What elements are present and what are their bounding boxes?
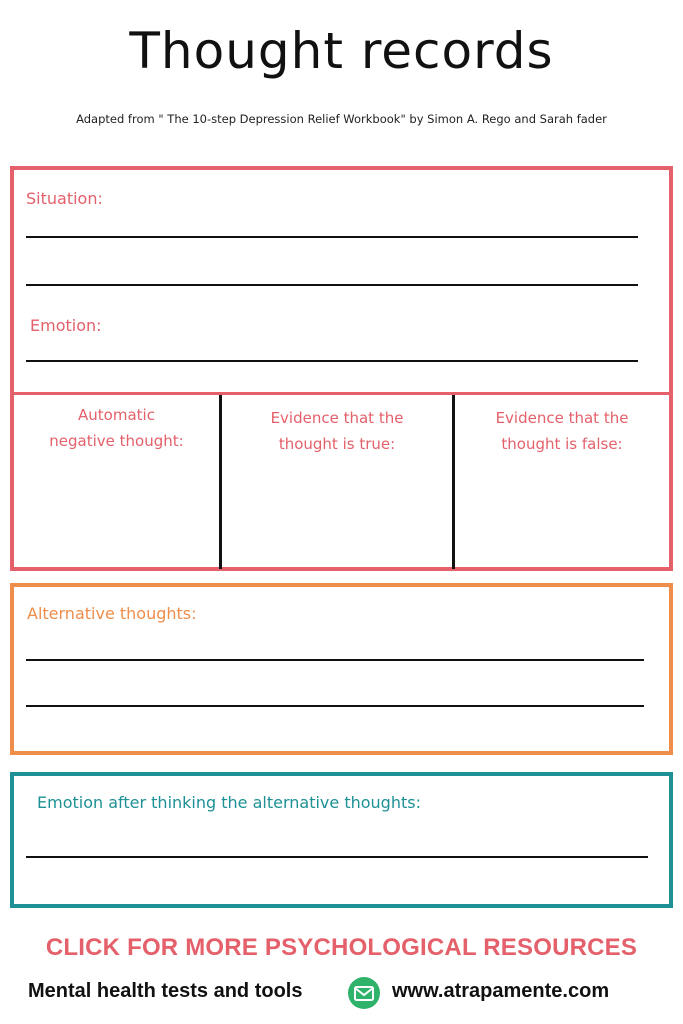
envelope-check-icon (347, 976, 381, 1010)
automatic-thought-label-line2: negative thought: (49, 432, 184, 450)
evidence-false-label (455, 405, 669, 457)
situation-line-1 (26, 236, 638, 238)
page-subtitle: Adapted from " The 10-step Depression Relief Workbook" by Simon A. Rego and Sarah fader (76, 112, 607, 126)
alternative-line-1 (26, 659, 644, 661)
alternative-thoughts-label: Alternative thoughts: (27, 604, 197, 623)
situation-line-2 (26, 284, 638, 286)
situation-emotion-box (10, 166, 673, 571)
evidence-true-label-line1: Evidence that the (270, 409, 404, 427)
website-link[interactable]: www.atrapamente.com (392, 980, 610, 1002)
emotion-after-line (26, 856, 648, 858)
emotion-label: Emotion: (30, 316, 102, 335)
more-resources-link[interactable]: CLICK FOR MORE PSYCHOLOGICAL RESOURCES (45, 934, 638, 961)
red-box-divider (10, 392, 673, 395)
emotion-after-label: Emotion after thinking the alternative thoughts: (37, 793, 421, 812)
situation-label: Situation: (26, 189, 103, 208)
automatic-thought-label (14, 402, 219, 454)
automatic-thought-label-line1: Automatic (78, 406, 155, 424)
page-title: Thought records (129, 22, 554, 80)
emotion-line (26, 360, 638, 362)
evidence-true-label (222, 405, 452, 457)
evidence-false-label-line2: thought is false: (501, 435, 623, 453)
evidence-false-label-line1: Evidence that the (495, 409, 629, 427)
footer-tagline: Mental health tests and tools (28, 980, 303, 1002)
alternative-line-2 (26, 705, 644, 707)
evidence-true-label-line2: thought is true: (278, 435, 396, 453)
